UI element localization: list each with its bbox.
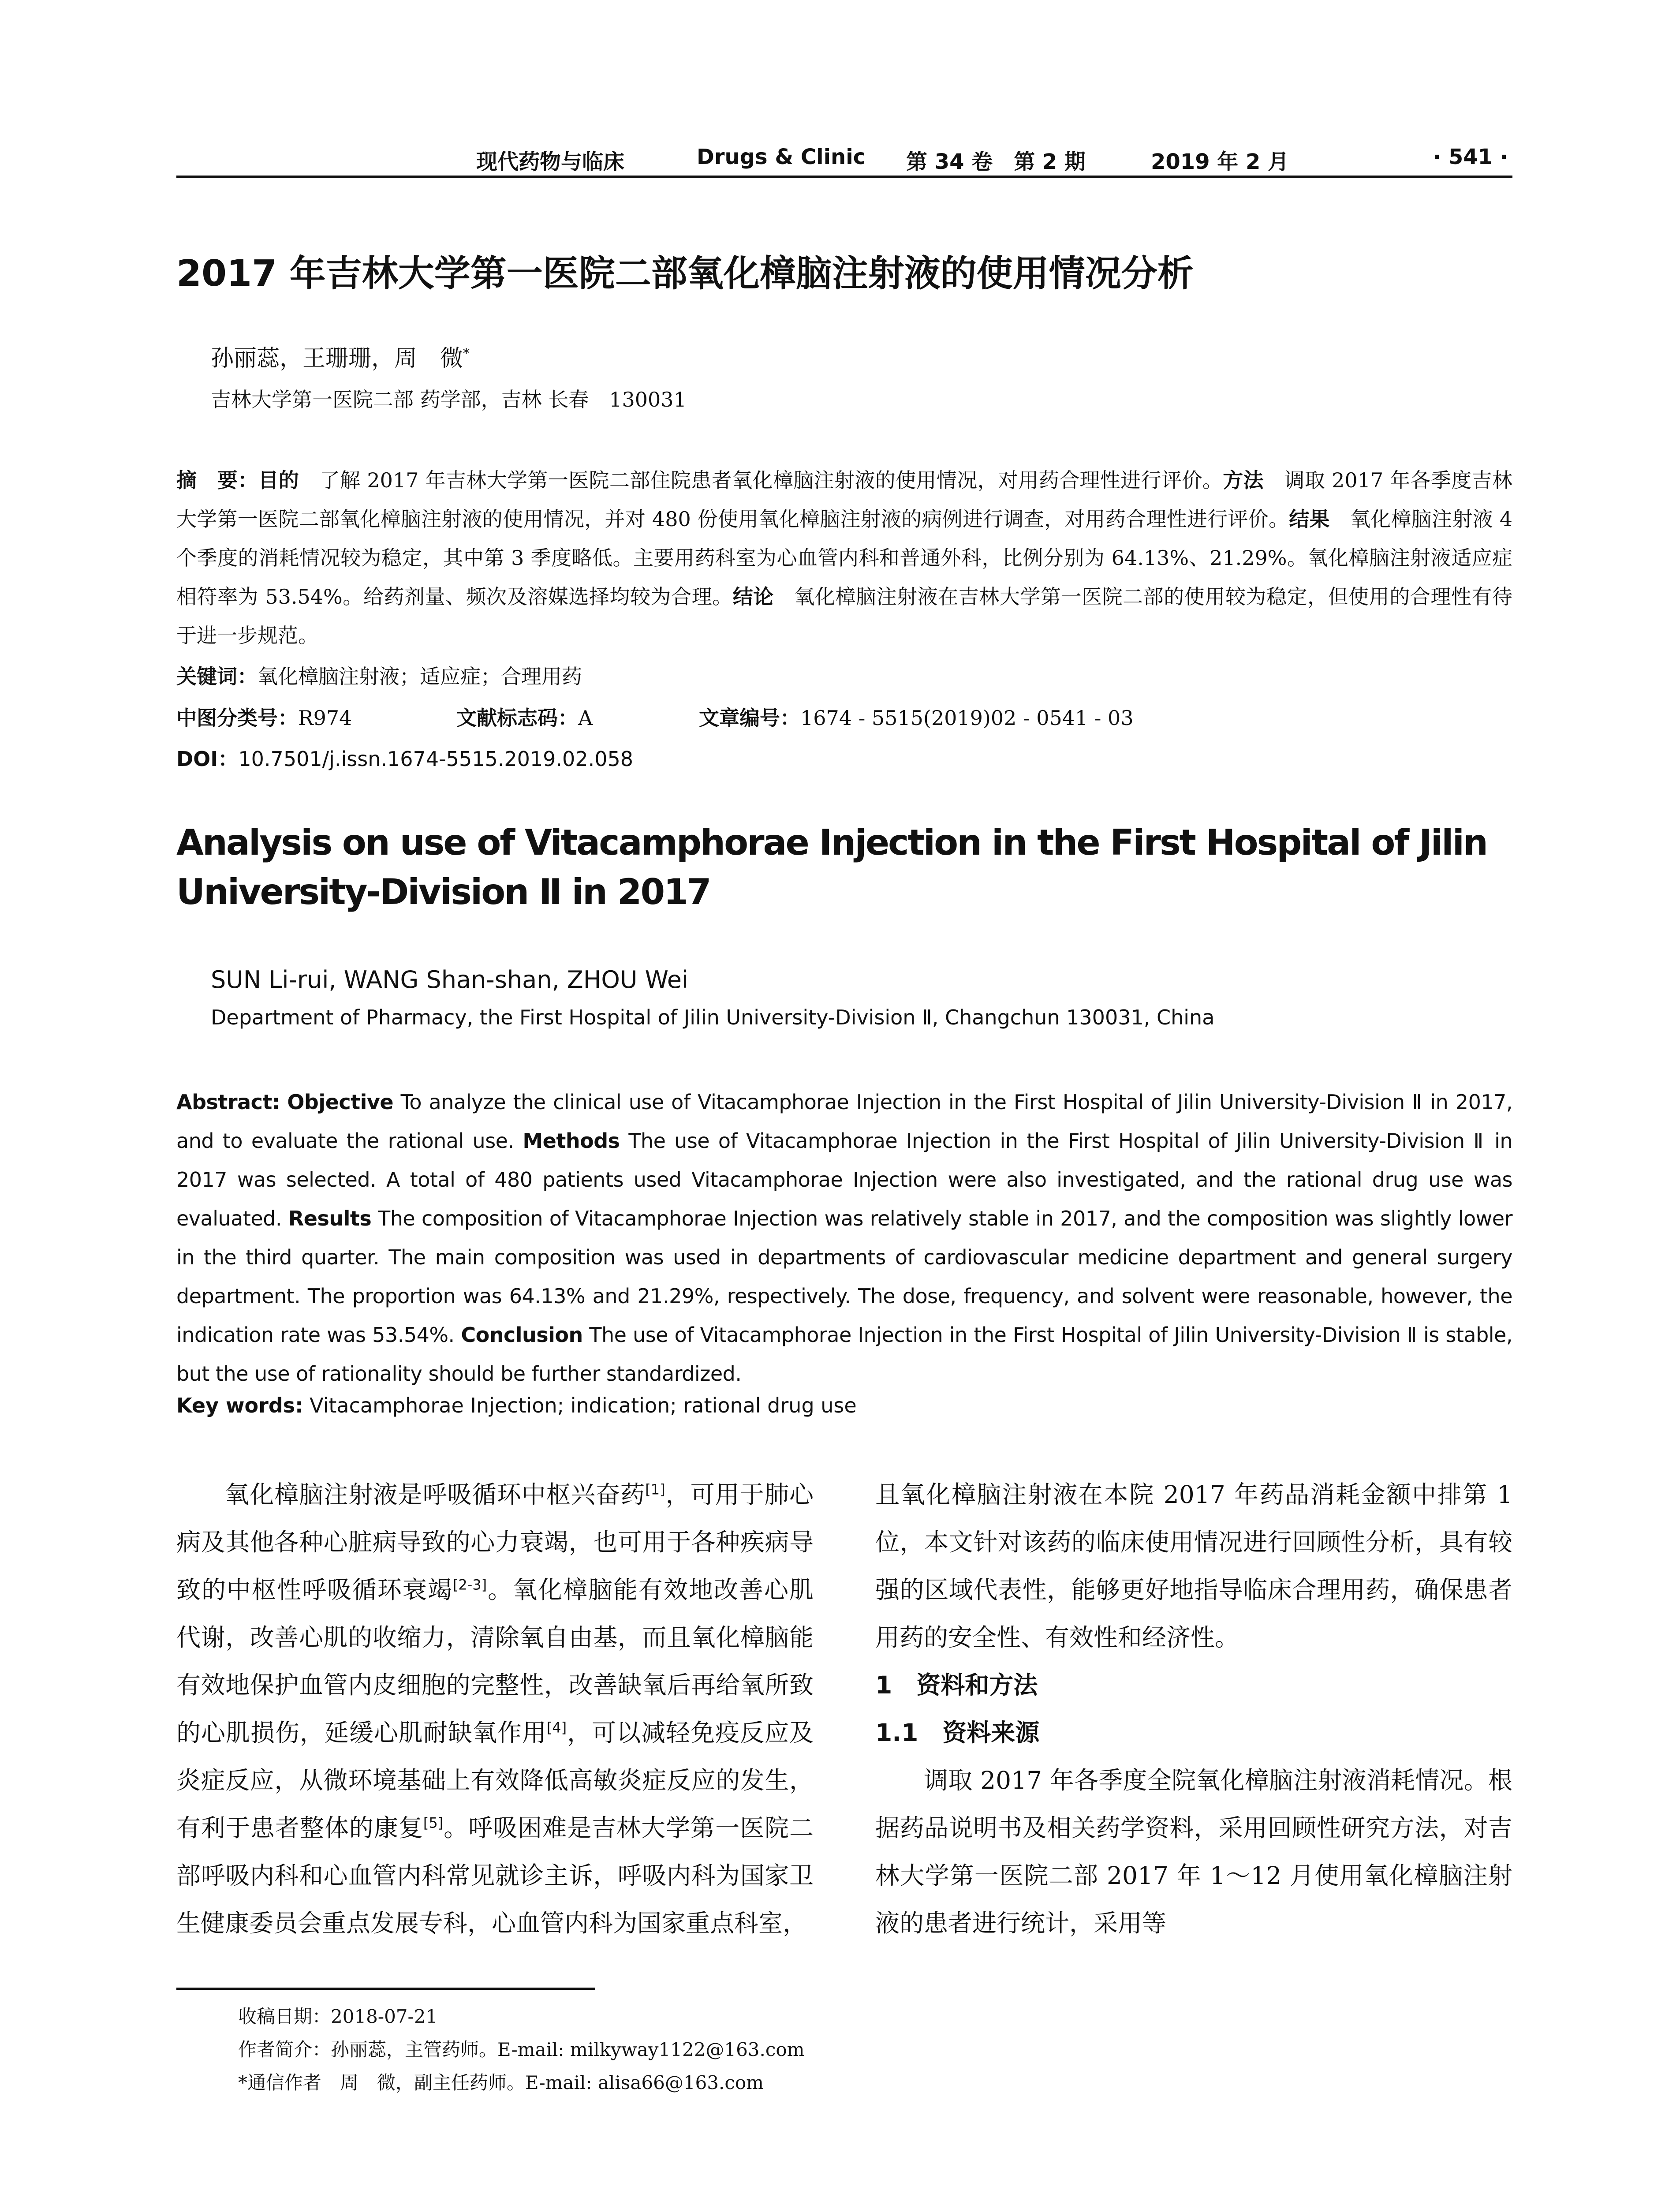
article-number-label: 文章编号： bbox=[699, 706, 800, 730]
issue-date: 2019 年 2 月 bbox=[1151, 149, 1289, 174]
volume-issue: 第 34 卷 第 2 期 bbox=[906, 149, 1086, 174]
keywords-text-cn: 氧化樟脑注射液；适应症；合理用药 bbox=[258, 665, 582, 688]
body-paragraph-intro-continued: 且氧化樟脑注射液在本院 2017 年药品消耗金额中排第 1 位，本文针对该药的临床使用情况进行回顾性分析，具有较强的区域代表性，能够更好地指导临床合理用药，确保患者用药的安全性、有效性和经济性。 bbox=[875, 1480, 1512, 1652]
citation-5[interactable]: [5] bbox=[423, 1814, 444, 1831]
keywords-label-cn: 关键词： bbox=[176, 665, 258, 688]
results-label-en: Results bbox=[288, 1207, 372, 1230]
english-abstract bbox=[176, 1083, 1512, 1393]
results-text-en: The composition of Vitacamphorae Injection was relatively stable in 2017, and the composition was slightly lower in the third quarter. The main composition was used in departments of cardiovascular medicine department and general surgery department. The proportion was 64.13% and 21.29%, respectively. The dose, frequency, and solvent were reasonable, however, the indication rate was 53.54%. bbox=[176, 1207, 1512, 1347]
objective-text-cn: 了解 2017 年吉林大学第一医院二部住院患者氧化樟脑注射液的使用情况，对用药合理性进行评价。 bbox=[299, 468, 1223, 492]
chinese-abstract bbox=[176, 461, 1512, 655]
journal-name-cn: 现代药物与临床 bbox=[476, 149, 625, 174]
objective-text-en: To analyze the clinical use of Vitacamphorae Injection in the First Hospital of Jilin University-Division Ⅱ in 2017, and to evaluate the rational use. bbox=[176, 1090, 1512, 1153]
results-label-cn: 结果 bbox=[1289, 507, 1330, 531]
objective-label-cn: 目的 bbox=[258, 468, 299, 492]
footnote-corresponding-author bbox=[238, 2068, 764, 2095]
section-heading-1-1: 1.1 资料来源 bbox=[875, 1719, 1040, 1747]
citation-1[interactable]: [1] bbox=[645, 1481, 665, 1498]
doc-code: A bbox=[578, 706, 593, 730]
footnote-received-date: 收稿日期：2018-07-21 bbox=[238, 2006, 438, 2027]
section-heading-1: 1 资料和方法 bbox=[875, 1671, 1038, 1699]
chinese-title: 2017 年吉林大学第一医院二部氧化樟脑注射液的使用情况分析 bbox=[176, 253, 1194, 295]
body-column-right bbox=[875, 1471, 1512, 1947]
doi-label: DOI： bbox=[176, 747, 239, 771]
chinese-affiliation: 吉林大学第一医院二部 药学部，吉林 长春 130031 bbox=[211, 388, 687, 411]
running-header bbox=[176, 140, 1512, 178]
citation-4[interactable]: [4] bbox=[546, 1719, 567, 1736]
english-authors: SUN Li-rui, WANG Shan-shan, ZHOU Wei bbox=[211, 966, 689, 994]
intro-text-2: ，可用于肺心病及其他各种心脏病导致的心力衰竭，也可用于各种疾病导致的中枢性呼吸循环衰竭 bbox=[176, 1480, 814, 1604]
english-keywords bbox=[176, 1394, 857, 1417]
doi-link[interactable]: 10.7501/j.issn.1674-5515.2019.02.058 bbox=[238, 747, 634, 771]
article-number: 1674 - 5515(2019)02 - 0541 - 03 bbox=[800, 706, 1134, 730]
doc-code-label: 文献标志码： bbox=[456, 706, 578, 730]
intro-text-3: 。氧化樟脑能有效地改善心肌代谢，改善心肌的收缩力，清除氧自由基，而且氧化樟脑能有效地保护血管内皮细胞的完整性，改善缺氧后再给氧所致的心肌损伤，延缓心肌耐缺氧作用 bbox=[176, 1576, 814, 1747]
author-bio-label: 作者简介： bbox=[238, 2039, 331, 2060]
conclusion-text-en: The use of Vitacamphorae Injection in the First Hospital of Jilin University-Division Ⅱ is stable, but the use of rationality should be further standardized. bbox=[176, 1323, 1512, 1386]
clc-label: 中图分类号： bbox=[176, 706, 298, 730]
abstract-label-cn: 摘 要： bbox=[176, 468, 258, 492]
author-bio-text: 孙丽蕊，主管药师。E-mail: milkyway1122@163.com bbox=[331, 2039, 805, 2060]
abstract-label-en: Abstract: bbox=[176, 1090, 280, 1114]
chinese-author-names: 孙丽蕊，王珊珊，周 微 bbox=[211, 345, 463, 372]
footnote-author-bio bbox=[238, 2035, 805, 2062]
citation-2-3[interactable]: [2-3] bbox=[452, 1576, 487, 1593]
english-title: Analysis on use of Vitacamphorae Injection in the First Hospital of Jilin University-Division Ⅱ in 2017 bbox=[176, 822, 1487, 912]
conclusion-text-cn: 氧化樟脑注射液在吉林大学第一医院二部的使用较为稳定，但使用的合理性有待于进一步规范。 bbox=[176, 585, 1513, 647]
methods-text-en: The use of Vitacamphorae Injection in the First Hospital of Jilin University-Division Ⅱ in 2017 was selected. A total of 480 patients used Vitacamphorae Injection were also investigated, and the rational drug use was evaluated. bbox=[176, 1129, 1513, 1230]
conclusion-label-cn: 结论 bbox=[732, 585, 774, 609]
body-paragraph-intro bbox=[176, 1471, 814, 1947]
english-affiliation: Department of Pharmacy, the First Hospital of Jilin University-Division Ⅱ, Changchun 130031, China bbox=[211, 1005, 1215, 1029]
page-number: · 541 · bbox=[1433, 145, 1508, 169]
journal-name-en: Drugs & Clinic bbox=[697, 145, 866, 169]
clc-code: R974 bbox=[298, 706, 352, 730]
classification-line bbox=[176, 702, 1235, 731]
objective-label-en: Objective bbox=[287, 1090, 394, 1114]
chinese-keywords bbox=[176, 661, 582, 690]
footnote-rule bbox=[176, 1988, 595, 1990]
keywords-label-en: Key words: bbox=[176, 1394, 303, 1417]
methods-label-cn: 方法 bbox=[1223, 468, 1264, 492]
methods-label-en: Methods bbox=[523, 1129, 620, 1153]
conclusion-label-en: Conclusion bbox=[461, 1323, 583, 1347]
body-paragraph-data-source: 调取 2017 年各季度全院氧化樟脑注射液消耗情况。根据药品说明书及相关药学资料，采用回顾性研究方法，对吉林大学第一医院二部 2017 年 1～12 月使用氧化樟脑注射液的患者进行统计，采用等 bbox=[875, 1766, 1512, 1937]
intro-text-4: ，可以减轻免疫反应及炎症反应，从微环境基础上有效降低高敏炎症反应的发生，有利于患者整体的康复 bbox=[176, 1719, 814, 1842]
chinese-authors bbox=[211, 340, 470, 373]
results-text-cn: 氧化樟脑注射液 4 个季度的消耗情况较为稳定，其中第 3 季度略低。主要用药科室为心血管内科和普通外科，比例分别为 64.13%、21.29%。氧化樟脑注射液适应症相符率为 53.54%。给药剂量、频次及溶媒选择均较为合理。 bbox=[176, 507, 1513, 609]
methods-text-cn: 调取 2017 年各季度吉林大学第一医院二部氧化樟脑注射液的使用情况，并对 480 份使用氧化樟脑注射液的病例进行调查，对用药合理性进行评价。 bbox=[176, 468, 1513, 531]
body-column-left bbox=[176, 1471, 814, 1947]
corresponding-label: *通信作者 bbox=[238, 2072, 322, 2093]
doi-line bbox=[176, 743, 633, 772]
corresponding-mark: * bbox=[463, 346, 470, 362]
intro-text-5: 。呼吸困难是吉林大学第一医院二部呼吸内科和心血管内科常见就诊主诉，呼吸内科为国家卫生健康委员会重点发展专科，心血管内科为国家重点科室， bbox=[176, 1814, 814, 1937]
keywords-text-en: Vitacamphorae Injection; indication; rational drug use bbox=[303, 1394, 857, 1417]
corresponding-text: 周 微，副主任药师。E-mail: alisa66@163.com bbox=[321, 2072, 764, 2093]
intro-text-1: 氧化樟脑注射液是呼吸循环中枢兴奋药 bbox=[225, 1480, 646, 1509]
